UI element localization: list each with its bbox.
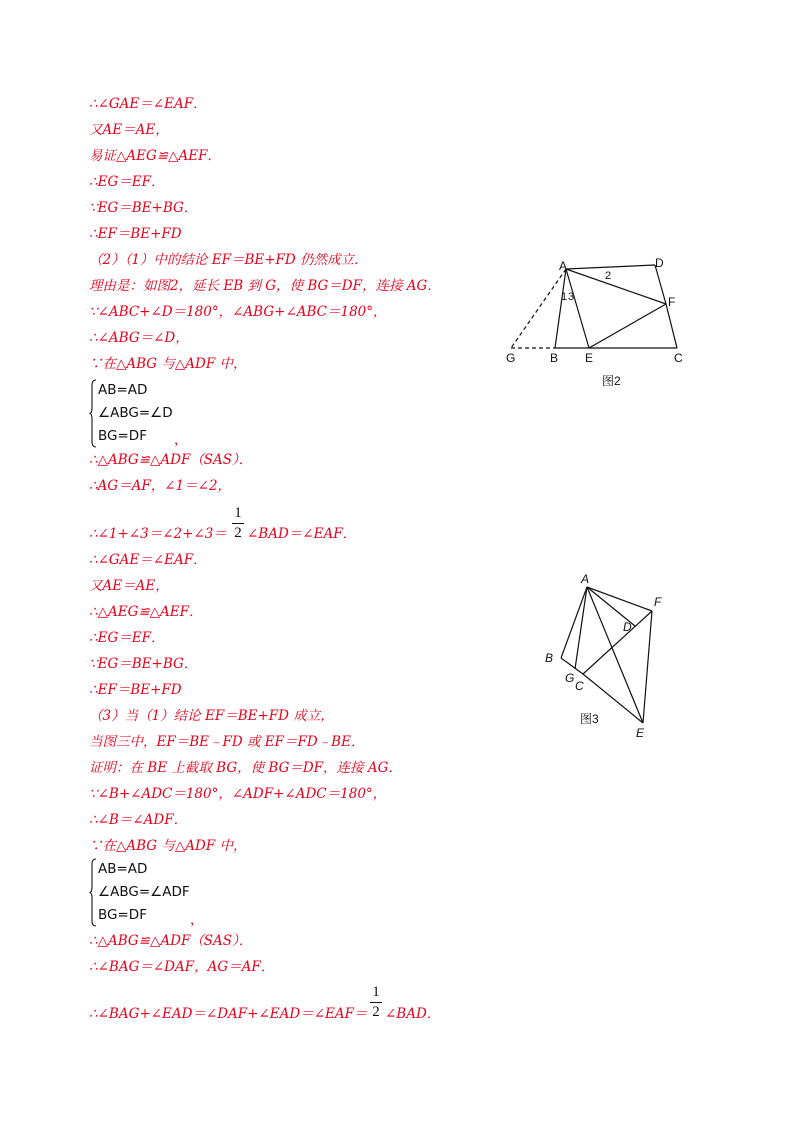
proof-line: ∴EG＝EF．: [89, 630, 165, 646]
proof-line: ∴EF＝BE+FD: [89, 226, 182, 242]
proof-line: 又AE＝AE，: [89, 578, 169, 594]
proof-line: ∴∠1+∠3＝∠2+∠3＝: [89, 526, 227, 542]
proof-line: 理由是：如图2，延长 EB 到 G，使 BG＝DF，连接 AG．: [89, 278, 441, 294]
proof-line: ∴∠ABG＝∠D，: [89, 330, 189, 346]
proof-line: ∴∠GAE＝∠EAF．: [89, 552, 207, 568]
proof-line: ∴∠BAG＝∠DAF，AG＝AF．: [89, 959, 275, 975]
segment-cf: [583, 611, 652, 674]
point-label-e: E: [636, 726, 645, 740]
segment-ab: [555, 269, 566, 348]
point-label-e: E: [585, 351, 594, 365]
point-label-b: B: [550, 351, 559, 365]
point-label-a: A: [581, 572, 590, 586]
figure-caption: 图3: [580, 712, 599, 726]
proof-line: ∴△AEG≌△AEF．: [89, 604, 203, 620]
proof-line: ∵EG＝BE+BG．: [89, 200, 198, 216]
condition-row: BG=DF: [98, 428, 147, 444]
brace-icon: [89, 379, 97, 448]
point-label-a: A: [559, 259, 568, 273]
segment-ab: [561, 587, 587, 658]
segment-af: [587, 587, 652, 611]
proof-line: ∴AG＝AF，∠1＝∠2，: [89, 478, 232, 494]
figure-2: [500, 250, 700, 400]
segment-ae: [587, 587, 643, 723]
point-label-b: B: [545, 651, 554, 665]
point-label-f: F: [654, 595, 662, 609]
part3-heading: （3）当（1）结论 EF＝BE+FD 成立，: [89, 708, 334, 724]
fraction-bar: [232, 523, 244, 524]
proof-line: 当图三中，EF＝BE﹣FD 或 EF＝FD﹣BE．: [89, 734, 365, 750]
part2-heading: （2）（1）中的结论 EF＝BE+FD 仍然成立．: [89, 252, 368, 268]
point-label-f: F: [668, 295, 676, 309]
condition-row: BG=DF: [98, 907, 147, 923]
angle-label-2: 2: [605, 270, 612, 282]
condition-row: ∠ABG=∠D: [98, 405, 173, 421]
proof-line: ∴△ABG≌△ADF（SAS）．: [89, 452, 253, 468]
fraction-numerator: 1: [372, 984, 380, 1000]
point-label-d: D: [623, 620, 632, 634]
proof-line: 证明：在 BE 上截取 BG，使 BG＝DF，连接 AG．: [89, 760, 402, 776]
segment-ag-dashed: [511, 269, 566, 348]
proof-line: 又AE＝AE，: [89, 122, 169, 138]
proof-line: ∠BAD．: [385, 1006, 441, 1022]
proof-line: ∴△ABG≌△ADF（SAS）．: [89, 933, 253, 949]
fraction-numerator: 1: [234, 505, 242, 521]
proof-line: 易证△AEG≌△AEF．: [89, 148, 221, 164]
proof-line: ∴EF＝BE+FD: [89, 682, 182, 698]
condition-row: AB=AD: [98, 382, 148, 398]
condition-row: ∠ABG=∠ADF: [98, 884, 190, 900]
proof-line: ∴EG＝EF．: [89, 174, 165, 190]
fraction-half: [232, 505, 244, 542]
segment-df: [655, 265, 666, 304]
proof-line: ∴∠BAG+∠EAD＝∠DAF+∠EAD＝∠EAF＝: [89, 1006, 368, 1022]
angle-label-3: 3: [568, 291, 575, 303]
fraction-half: [370, 984, 382, 1021]
point-label-c: C: [674, 351, 683, 365]
brace-icon: [89, 858, 97, 927]
figure-caption: 图2: [602, 374, 621, 388]
point-label-g: G: [565, 671, 575, 685]
condition-system: [89, 379, 209, 448]
proof-line: ∵∠ABC+∠D＝180°，∠ABG+∠ABC＝180°，: [89, 304, 387, 320]
point-label-g: G: [506, 351, 516, 365]
comma: ，: [174, 432, 188, 448]
proof-line: ∵EG＝BE+BG．: [89, 656, 198, 672]
segment-fc: [666, 304, 677, 348]
segment-ae: [566, 269, 589, 348]
fraction-denominator: 2: [234, 525, 242, 541]
proof-line: ∠BAD＝∠EAF．: [247, 526, 357, 542]
segment-af: [566, 269, 666, 304]
proof-line: ∴∠B＝∠ADF．: [89, 812, 188, 828]
proof-line: ∵∠B+∠ADC＝180°，∠ADF+∠ADC＝180°，: [89, 786, 387, 802]
proof-line: ∵在△ABG 与△ADF 中，: [89, 838, 247, 854]
comma: ，: [190, 912, 204, 928]
point-label-d: D: [655, 256, 664, 270]
fraction-bar: [370, 1002, 382, 1003]
proof-line: ∵在△ABG 与△ADF 中，: [89, 356, 247, 372]
proof-line: ∴∠GAE＝∠EAF．: [89, 96, 207, 112]
point-label-c: C: [575, 679, 584, 693]
segment-ag: [575, 587, 587, 669]
condition-row: AB=AD: [98, 861, 148, 877]
angle-label-1: 1: [561, 291, 568, 303]
segment-fe: [643, 611, 652, 723]
fraction-denominator: 2: [372, 1004, 380, 1020]
segment-ad: [566, 265, 655, 269]
figure-3: [530, 570, 700, 745]
segment-ef: [589, 304, 666, 348]
